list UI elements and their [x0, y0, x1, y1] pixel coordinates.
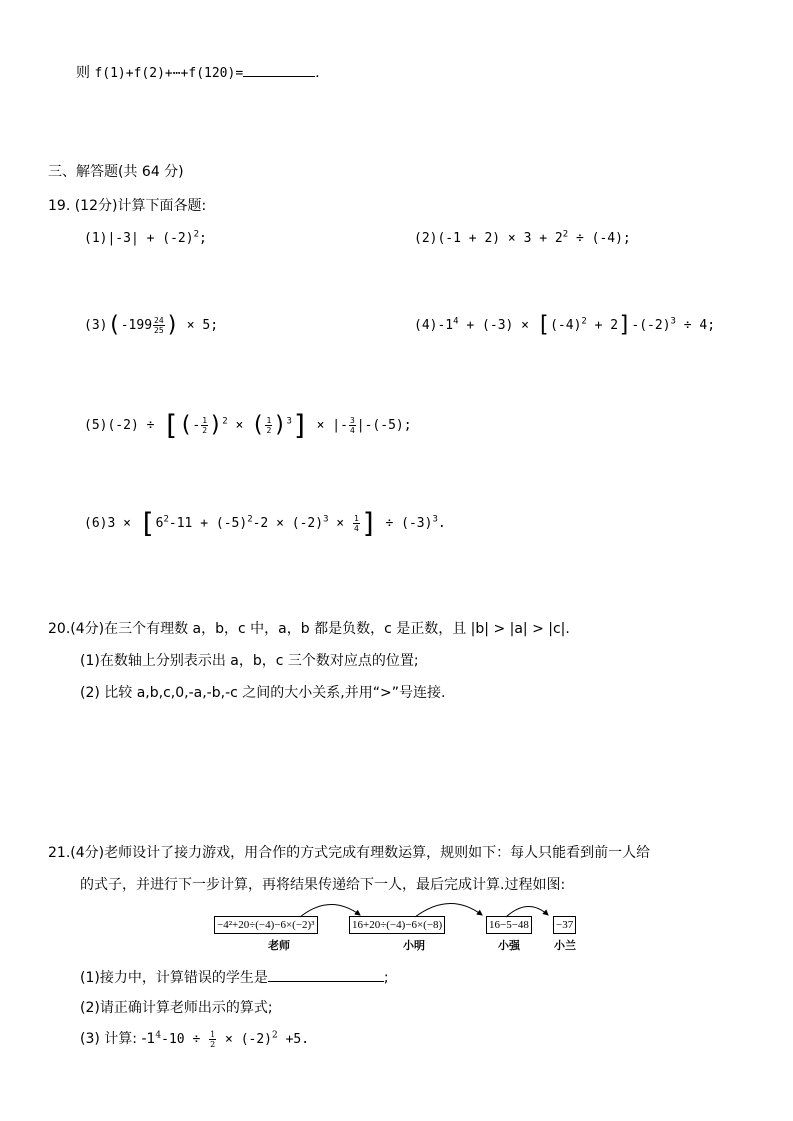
paren-close: ) [209, 412, 223, 438]
top-formula-line [76, 62, 320, 84]
q19-p4-d: + 2 [586, 318, 619, 333]
q19-p5-e: |-(-5); [356, 418, 412, 433]
q19-p6-times: × [328, 516, 352, 531]
q21-heading: 21.(4分)老师设计了接力游戏，用合作的方式完成有理数运算，规则如下：每人只能看到前一人给 [48, 845, 651, 861]
paren-close: ) [273, 412, 287, 438]
q19-p3-tail: × 5; [178, 318, 219, 333]
q19-p4-exp1: 4 [453, 316, 459, 327]
q19-p3-int: -199 [120, 318, 153, 333]
top-expression: f(1)+f(2)+⋯+f(120)= [94, 66, 244, 81]
bracket-close: ] [360, 506, 378, 540]
q19-p5-fraction1 [201, 416, 208, 435]
fraction-denominator: 2 [202, 426, 208, 435]
q19-p4-a: (4)-1 [414, 318, 454, 333]
relay-label-xiaoqiang: 小强 [498, 939, 520, 952]
top-prefix: 则 [76, 65, 90, 81]
fraction-denominator: 4 [353, 524, 359, 533]
q19-p1-end: ; [199, 231, 207, 246]
q19-p5-exp2: 3 [286, 416, 292, 427]
q19-p5-exp1: 2 [222, 416, 228, 427]
q19-p6-exp2: 2 [247, 514, 253, 525]
q19-p4-e: -(-2) [631, 318, 671, 333]
q21-sub3-c: × (-2) [217, 1032, 273, 1047]
answer-blank [268, 967, 384, 982]
q21-sub1 [80, 967, 389, 988]
q21-sub1-end: ; [383, 970, 389, 986]
paren-open: ( [107, 312, 121, 338]
relay-box-xiaoming: 16+20÷(−4)−6×(−8) [349, 916, 445, 934]
fraction-numerator: 24 [154, 316, 164, 325]
q19-part6 [84, 506, 446, 540]
q19-p2-text: (2)(-1 + 2) × 3 + 2 [414, 231, 563, 246]
fraction-denominator: 2 [266, 426, 272, 435]
answer-blank [243, 62, 315, 77]
q19-p1-text: (1)|-3| + (-2) [84, 231, 194, 246]
fraction-denominator: 4 [349, 426, 355, 435]
q20-sub2: (2) 比较 a,b,c,0,-a,-b,-c 之间的大小关系,并用“>”号连接. [80, 685, 446, 701]
relay-label-teacher: 老师 [268, 939, 290, 952]
bracket-open: [ [162, 408, 180, 442]
q19-p5-minus: - [192, 418, 201, 433]
q19-heading: 19. (12分)计算下面各题: [48, 198, 207, 214]
paren-close: ) [165, 312, 179, 338]
bracket-close: ] [291, 408, 309, 442]
q19-p6-c: -11 + (-5) [168, 516, 248, 531]
q21-sub3-d: +5. [277, 1032, 310, 1047]
q19-p6-exp3: 3 [323, 514, 329, 525]
q19-p1-exp: 2 [193, 229, 199, 240]
fraction-numerator: 1 [266, 416, 272, 425]
q21-sub1-text: (1)接力中，计算错误的学生是 [80, 970, 268, 986]
q19-p6-a: (6)3 × [84, 516, 139, 531]
q21-sub3 [80, 1029, 309, 1050]
bracket-open: [ [536, 312, 551, 338]
q19-part3 [84, 312, 219, 338]
q19-p3-label: (3) [84, 318, 108, 333]
q19-p6-exp4: 3 [432, 514, 438, 525]
bracket-close: ] [618, 312, 632, 338]
q19-part1 [84, 229, 207, 249]
paren-open: ( [251, 412, 265, 438]
q19-p6-fraction [353, 514, 360, 533]
fraction-numerator: 1 [210, 1029, 216, 1039]
bracket-open: [ [138, 506, 156, 540]
fraction-numerator: 1 [202, 416, 208, 425]
top-suffix: . [315, 65, 320, 81]
fraction-numerator: 3 [349, 416, 355, 425]
q19-p5-d: × |- [308, 418, 348, 433]
q21-heading-cont: 的式子，并进行下一步计算，再将结果传递给下一人，最后完成计算.过程如图: [80, 877, 566, 893]
q19-part2 [414, 229, 631, 249]
q21-sub3-a: (3) 计算: -1 [80, 1031, 156, 1047]
q19-p6-exp1: 2 [163, 514, 169, 525]
q20-heading: 20.(4分)在三个有理数 a，b，c 中，a，b 都是负数，c 是正数，且 |b| > |a| > |c|. [48, 621, 570, 637]
q19-p4-b: + (-3) × [458, 318, 537, 333]
q21-sub2: (2)请正确计算老师出示的算式; [80, 1000, 273, 1016]
paren-open: ( [179, 412, 193, 438]
q19-p5-a: (5)(-2) ÷ [84, 418, 163, 433]
q19-p3-fraction [153, 316, 165, 335]
q19-p6-b: 6 [155, 516, 164, 531]
q19-p5-fraction2 [265, 416, 272, 435]
relay-label-xiaoming: 小明 [403, 939, 425, 952]
arrow-2 [415, 903, 482, 917]
q21-sub3-b: -10 ÷ [161, 1032, 209, 1047]
fraction-denominator: 2 [210, 1039, 216, 1049]
q19-part4 [414, 312, 716, 338]
q21-sub3-fraction [209, 1030, 216, 1049]
fraction-numerator: 1 [353, 514, 359, 523]
section-title: 三、解答题(共 64 分) [48, 164, 184, 180]
q19-p6-f: ÷ (-3) [377, 516, 433, 531]
q19-p4-f: ÷ 4; [675, 318, 716, 333]
q19-part5 [84, 408, 412, 442]
q19-p2-exp: 2 [562, 229, 569, 240]
q21-sub3-exp2: 2 [272, 1030, 278, 1041]
q19-p4-exp2: 2 [581, 316, 587, 327]
q19-p6-end: . [437, 516, 446, 531]
q19-p5-fraction3 [349, 416, 356, 435]
q19-p4-exp3: 3 [670, 316, 676, 327]
fraction-denominator: 25 [154, 326, 164, 335]
relay-box-teacher: −4²+20÷(−4)−6×(−2)³ [214, 916, 318, 934]
relay-box-xiaolan: −37 [553, 916, 576, 934]
q20-sub1: (1)在数轴上分别表示出 a，b，c 三个数对应点的位置; [80, 653, 419, 669]
q19-p5-times: × [227, 418, 252, 433]
relay-label-xiaolan: 小兰 [554, 939, 576, 952]
q19-p6-d: -2 × (-2) [252, 516, 324, 531]
q19-p4-c: (-4) [550, 318, 582, 333]
q21-sub3-exp: 4 [155, 1030, 162, 1041]
relay-box-xiaoqiang: 16−5−48 [486, 916, 532, 934]
q19-p2-end: ÷ (-4); [568, 231, 631, 246]
